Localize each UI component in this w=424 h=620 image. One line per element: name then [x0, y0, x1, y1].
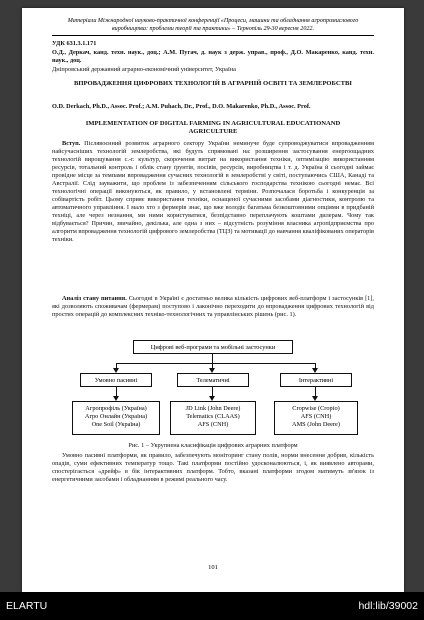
repository-footer	[0, 592, 424, 620]
title-english: IMPLEMENTATION OF DIGITAL FARMING IN AGRICULTURAL EDUCATIONAND AGRICULTURE	[85, 120, 341, 136]
diagram-root-box: Цифрові веб-програми та мобільні застосунки	[133, 340, 293, 354]
platform-list-telematic	[170, 401, 256, 435]
platform-name: Cropwise (Cropio)	[292, 405, 340, 412]
analysis-paragraph	[52, 295, 374, 319]
platform-name: One Soil (Україна)	[91, 421, 141, 429]
figure-caption: Рис. 1 – Укрупнена класифікація цифрових аграрних платформ	[128, 442, 298, 449]
intro-paragraph	[52, 140, 374, 244]
udc-code: УДК 631.3.1.171	[52, 40, 97, 47]
intro-text: Післявоєнний розвиток аграрного сектору України неминуче буде супроводжуватися впровадженням найсучасніших технологій землеробства, які будуть спрямовані на: розширення застосування енергоощадних технологій вирощування с.-г. культур, скорочення витрат на використання техніки, оптимізацію використанням ресурсів, тотальний контроль і облік стану ґрунтів, посівів, ресурсів, виробництва і т. д. Україна й сьогодні займає провідне місце за темпами впровадження сучасних технологій в землеробстві у світі, поступаючись США, Канаді та Австралії. Слід зауважити, що проблем із забезпеченням сільського господарства технікою сьогодні немає. Всі технологічні операції виконуються, як правило, у встановлені терміни. Розпочалася боротьба і конкуренція за собівартість робіт. Цьому сприяє використання техніки, оснащеної сучасними засобами діагностики, контролю та автоматичного управління. І мало хто з фермерів знає, що вже володіє багатьма безкоштовними опціями в придбаній техніці, але через незнання, ми ними користуватися, безпідставно переплачують коштами дилерам. Чому так відбувається? Причин, звичайно, декілька, але одна з них – відсутність розуміння власника агропідприємства про алгоритм впровадження технологій цифрового землеробства (ТЦЗ) та мотивації до навчання кваліфікованих операторів техніки.	[52, 140, 374, 243]
header-divider	[52, 35, 374, 36]
conference-header: Матеріали Міжнародної науково-практичної конференції «Процеси, машини та обладнання агропромислового виробництва: проблеми теорії та практики» – Тернопіль 29-30 вересня 2022.	[67, 18, 359, 33]
body-paragraph: Умовно пасивні платформи, як правило, забезпечують моніторинг стану полів, норми внесення добрив, кількість опадів, суми ефективних температур тощо. Такі платформи постійно удосконалюються, і, як виявлено авторами, спостерігається «дрейф» в бік інтерактивних платформ. Тобто, вказані платформи згодом матимуть зв'язок із енергетичними засобами і обладнанням в режимі реального часу.	[52, 452, 374, 483]
page-number: 101	[208, 564, 218, 571]
category-box-telematic: Телематичні	[177, 373, 249, 387]
platform-name: Агропрофіль (Україна)	[85, 405, 147, 412]
document-page	[22, 8, 404, 592]
title-ukrainian: ВПРОВАДЖЕННЯ ЦИФРОВИХ ТЕХНОЛОГІЙ В АГРАРНІЙ ОСВІТІ ТА ЗЕМЛЕРОБСТВІ	[74, 80, 352, 87]
repository-name: ELARTU	[6, 600, 48, 612]
platform-name: AMS (John Deere)	[292, 421, 340, 429]
diagram-connector	[212, 354, 213, 363]
platform-list-interactive	[274, 401, 358, 435]
platform-name: AFS (CNH)	[197, 421, 229, 429]
category-box-interactive: Інтерактивні	[280, 373, 352, 387]
diagram-connector	[116, 363, 316, 364]
authors-english: O.D. Derkach, Ph.D., Assoc. Prof.; A.M. Puhach, Dr., Prof., D.O. Makarenko, Ph.D., Assoc. Prof.	[52, 103, 311, 110]
analysis-text: Сьогодні в Україні є достатньо велика кількість цифрових веб-платформ і застосунків [1], які дозволяють споживачам (фермерам) поступово і лаконічно переходити до впровадження цифрових технологій від простих операцій до комплексних техніко-технологічних та управлінських рішень (рис. 1).	[52, 295, 374, 318]
platform-name: AFS (CNH)	[300, 413, 332, 421]
platform-name: Агро Онлайн (Україна)	[84, 413, 148, 421]
platform-name: JD Link (John Deere)	[185, 405, 241, 412]
authors-ukrainian: О.Д., Деркач, канд. техн. наук., доц.; А.М. Пугач, д. наук з держ. управ., проф., Д.О. Макаренко, канд. техн. наук., доц.	[52, 49, 374, 64]
platform-name: Telematics (CLAAS)	[186, 413, 240, 421]
platform-list-passive	[72, 401, 160, 435]
handle-id: hdl:lib/39002	[358, 600, 418, 612]
category-box-passive: Умовно пасивні	[80, 373, 152, 387]
analysis-label: Аналіз стану питання.	[62, 295, 127, 302]
intro-label: Вступ.	[62, 140, 81, 147]
affiliation: Дніпровський державний аграрно-економічний університет, Україна	[52, 66, 236, 73]
